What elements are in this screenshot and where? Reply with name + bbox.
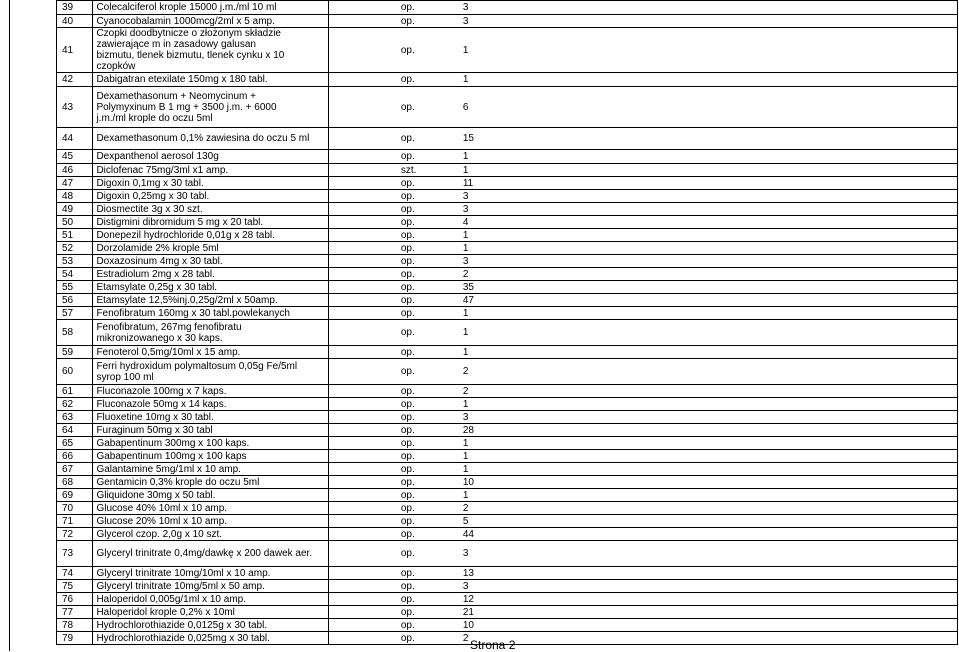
table-row [57,177,958,190]
quantity: 1 [462,229,469,241]
table-row [57,606,958,619]
unit-and-quantity [328,619,957,632]
table-row [57,463,958,476]
drug-name-text: Dabigatran etexilate 150mg x 180 tabl. [96,74,268,85]
unit: op. [400,101,415,113]
drug-name-text: Fenoterol 0,5mg/10ml x 15 amp. [96,346,241,358]
drug-name [93,528,328,541]
row-number: 68 [57,476,93,489]
drug-name-text: Fenofibratum, 267mg fenofibratu mikronizowanego x 30 kaps. [96,321,242,344]
unit: op. [400,580,415,592]
row-number: 72 [57,528,93,541]
drug-list-body [57,1,958,645]
drug-name [93,359,328,385]
unit: op. [400,450,415,462]
quantity: 1 [462,327,469,338]
quantity: 2 [462,632,469,644]
unit-and-quantity [328,150,957,164]
row-number: 64 [57,424,93,437]
unit-and-quantity [328,320,957,346]
table-row [57,164,958,177]
quantity: 3 [462,15,469,27]
table-row [57,450,958,463]
table-row [57,476,958,489]
table-row [57,502,958,515]
quantity: 1 [462,74,469,85]
drug-name [93,398,328,411]
row-number: 53 [57,255,93,268]
unit: op. [400,502,415,514]
drug-name-text: Hydrochlorothiazide 0,025mg x 30 tabl. [96,632,270,644]
unit: op. [400,411,415,423]
quantity: 2 [462,385,469,397]
unit: op. [400,548,415,559]
quantity: 1 [462,44,469,56]
unit-and-quantity [328,294,957,307]
unit: op. [400,619,415,631]
quantity: 6 [462,101,469,113]
drug-name [93,411,328,424]
unit-and-quantity [328,463,957,476]
drug-name-text: Diosmectite 3g x 30 szt. [96,203,203,215]
page-margin-line [9,0,10,651]
row-number: 69 [57,489,93,502]
drug-name [93,177,328,190]
unit-and-quantity [328,346,957,359]
unit: op. [400,327,415,338]
unit-and-quantity [328,437,957,450]
quantity: 15 [462,133,474,144]
unit: op. [400,2,415,13]
drug-name-text: Gabapentinum 100mg x 100 kaps [96,450,247,462]
unit-and-quantity [328,541,957,567]
quantity: 1 [462,307,469,319]
drug-name [93,437,328,450]
table-row [57,359,958,385]
unit: op. [400,424,415,436]
unit-and-quantity [328,87,957,128]
drug-name [93,424,328,437]
drug-name-text: Colecalciferol krople 15000 j.m./ml 10 ml [96,2,277,13]
table-row [57,580,958,593]
table-row [57,619,958,632]
drug-name [93,28,328,73]
row-number: 43 [57,87,93,128]
drug-name-text: Haloperidol krople 0,2% x 10ml [96,606,235,618]
row-number: 50 [57,216,93,229]
table-row [57,541,958,567]
row-number: 49 [57,203,93,216]
drug-name [93,128,328,150]
drug-name-text: Dexpanthenol aerosol 130g [96,151,219,162]
unit: op. [400,632,415,644]
drug-name-text: Gentamicin 0,3% krople do oczu 5ml [96,476,260,488]
unit-and-quantity [328,164,957,177]
drug-name-text: Doxazosinum 4mg x 30 tabl. [96,255,223,267]
unit: op. [400,203,415,215]
quantity: 2 [462,502,469,514]
drug-name-text: Dexamethasonum + Neomycinum + Polymyxinum B 1 mg + 3500 j.m. + 6000 j.m./ml krople do oczu 5ml [96,90,277,124]
drug-name-text: Fenofibratum 160mg x 30 tabl.powlekanych [96,307,290,319]
quantity: 44 [462,528,474,540]
drug-name-text: Dorzolamide 2% krople 5ml [96,242,219,254]
row-number: 73 [57,541,93,567]
row-number: 74 [57,567,93,580]
drug-name [93,294,328,307]
unit-and-quantity [328,398,957,411]
drug-name-text: Cyanocobalamin 1000mcg/2ml x 5 amp. [96,15,275,27]
row-number: 71 [57,515,93,528]
quantity: 1 [462,151,469,162]
unit-and-quantity [328,593,957,606]
row-number: 59 [57,346,93,359]
row-number: 55 [57,281,93,294]
row-number: 42 [57,73,93,87]
table-row [57,73,958,87]
table-row [57,281,958,294]
unit: op. [400,281,415,293]
unit-and-quantity [328,580,957,593]
row-number: 75 [57,580,93,593]
unit-and-quantity [328,528,957,541]
quantity: 47 [462,294,474,306]
row-number: 41 [57,28,93,73]
unit: op. [400,268,415,280]
row-number: 46 [57,164,93,177]
drug-name [93,580,328,593]
table-row [57,489,958,502]
drug-name [93,216,328,229]
unit: op. [400,515,415,527]
drug-name [93,150,328,164]
row-number: 78 [57,619,93,632]
unit: op. [400,307,415,319]
drug-name [93,281,328,294]
drug-name-text: Ferri hydroxidum polymaltosum 0,05g Fe/5ml syrop 100 ml [96,360,298,383]
table-row [57,128,958,150]
table-row [57,242,958,255]
drug-name [93,463,328,476]
table-row [57,346,958,359]
drug-name [93,1,328,15]
quantity: 3 [462,548,469,559]
drug-name [93,476,328,489]
unit-and-quantity [328,229,957,242]
drug-name-text: Fluconazole 50mg x 14 kaps. [96,398,227,410]
unit-and-quantity [328,28,957,73]
unit-and-quantity [328,359,957,385]
unit: op. [400,242,415,254]
unit-and-quantity [328,128,957,150]
drug-name [93,255,328,268]
row-number: 67 [57,463,93,476]
quantity: 5 [462,515,469,527]
unit-and-quantity [328,424,957,437]
table-row [57,216,958,229]
drug-name [93,385,328,398]
table-row [57,385,958,398]
unit: op. [400,398,415,410]
drug-name [93,489,328,502]
unit: op. [400,528,415,540]
drug-name [93,619,328,632]
drug-name [93,87,328,128]
unit-and-quantity [328,489,957,502]
drug-name [93,203,328,216]
row-number: 54 [57,268,93,281]
quantity: 1 [462,437,469,449]
drug-name [93,73,328,87]
row-number: 66 [57,450,93,463]
table-row [57,398,958,411]
table-row [57,190,958,203]
row-number: 79 [57,632,93,645]
drug-name [93,190,328,203]
drug-name-text: Hydrochlorothiazide 0,0125g x 30 tabl. [96,619,268,631]
table-row [57,567,958,580]
quantity: 1 [462,463,469,475]
page-number: Strona 2 [470,638,516,652]
table-row [57,150,958,164]
unit: op. [400,216,415,228]
table-row [57,294,958,307]
unit: op. [400,133,415,144]
drug-name-text: Digoxin 0,1mg x 30 tabl. [96,177,204,189]
quantity: 10 [462,619,474,631]
drug-name-text: Glycerol czop. 2,0g x 10 szt. [96,528,223,540]
unit-and-quantity [328,385,957,398]
row-number: 45 [57,150,93,164]
drug-name [93,593,328,606]
drug-name-text: Glucose 20% 10ml x 10 amp. [96,515,228,527]
row-number: 61 [57,385,93,398]
unit-and-quantity [328,177,957,190]
table-row [57,424,958,437]
drug-name [93,502,328,515]
drug-name-text: Etamsylate 12,5%inj.0,25g/2ml x 50amp. [96,294,278,306]
quantity: 1 [462,164,469,176]
row-number: 57 [57,307,93,320]
drug-name [93,567,328,580]
unit-and-quantity [328,632,957,645]
drug-name [93,268,328,281]
drug-name [93,346,328,359]
drug-name [93,229,328,242]
quantity: 3 [462,580,469,592]
unit: op. [400,489,415,501]
row-number: 63 [57,411,93,424]
drug-name [93,307,328,320]
unit: op. [400,385,415,397]
drug-name-text: Glucose 40% 10ml x 10 amp. [96,502,228,514]
drug-name-text: Glyceryl trinitrate 10mg/10ml x 10 amp. [96,567,271,579]
drug-name-text: Gliquidone 30mg x 50 tabl. [96,489,216,501]
unit-and-quantity [328,216,957,229]
table-row [57,307,958,320]
drug-name-text: Fluconazole 100mg x 7 kaps. [96,385,227,397]
drug-name [93,541,328,567]
row-number: 56 [57,294,93,307]
quantity: 28 [462,424,474,436]
row-number: 60 [57,359,93,385]
quantity: 1 [462,242,469,254]
table-row [57,437,958,450]
table-row [57,28,958,73]
unit: op. [400,437,415,449]
unit-and-quantity [328,450,957,463]
unit: szt. [400,164,417,176]
table-row [57,87,958,128]
unit-and-quantity [328,606,957,619]
table-row [57,15,958,28]
row-number: 77 [57,606,93,619]
quantity: 3 [462,2,469,13]
drug-name-text: Estradiolum 2mg x 28 tabl. [96,268,215,280]
quantity: 3 [462,203,469,215]
unit: op. [400,567,415,579]
quantity: 21 [462,606,474,618]
table-row [57,229,958,242]
row-number: 52 [57,242,93,255]
drug-name-text: Glyceryl trinitrate 10mg/5ml x 50 amp. [96,580,265,592]
row-number: 40 [57,15,93,28]
table-row [57,203,958,216]
drug-name-text: Etamsylate 0,25g x 30 tabl. [96,281,218,293]
unit: op. [400,74,415,85]
unit: op. [400,463,415,475]
unit-and-quantity [328,73,957,87]
unit: op. [400,229,415,241]
unit-and-quantity [328,515,957,528]
unit: op. [400,346,415,358]
drug-list-table [56,0,958,645]
unit: op. [400,255,415,267]
drug-name [93,632,328,645]
unit-and-quantity [328,307,957,320]
table-row [57,268,958,281]
drug-name-text: Digoxin 0,25mg x 30 tabl. [96,190,210,202]
unit-and-quantity [328,268,957,281]
table-row [57,528,958,541]
quantity: 35 [462,281,474,293]
table-row [57,255,958,268]
table-row [57,1,958,15]
unit: op. [400,593,415,605]
drug-name [93,164,328,177]
unit-and-quantity [328,190,957,203]
unit-and-quantity [328,242,957,255]
quantity: 3 [462,255,469,267]
unit: op. [400,151,415,162]
quantity: 13 [462,567,474,579]
unit: op. [400,366,415,377]
row-number: 51 [57,229,93,242]
drug-name-text: Fluoxetine 10mg x 30 tabl. [96,411,214,423]
quantity: 1 [462,398,469,410]
unit-and-quantity [328,15,957,28]
row-number: 48 [57,190,93,203]
drug-name [93,15,328,28]
drug-name [93,242,328,255]
unit-and-quantity [328,476,957,489]
unit: op. [400,15,415,27]
quantity: 3 [462,411,469,423]
drug-name-text: Galantamine 5mg/1ml x 10 amp. [96,463,241,475]
unit-and-quantity [328,255,957,268]
quantity: 12 [462,593,474,605]
quantity: 1 [462,450,469,462]
quantity: 2 [462,366,469,377]
unit: op. [400,190,415,202]
quantity: 10 [462,476,474,488]
unit: op. [400,44,415,56]
quantity: 1 [462,346,469,358]
drug-name-text: Donepezil hydrochloride 0,01g x 28 tabl. [96,229,275,241]
unit: op. [400,476,415,488]
drug-name [93,515,328,528]
drug-name [93,320,328,346]
quantity: 1 [462,489,469,501]
unit-and-quantity [328,502,957,515]
row-number: 62 [57,398,93,411]
drug-name-text: Furaginum 50mg x 30 tabl [96,424,213,436]
row-number: 58 [57,320,93,346]
table-row [57,593,958,606]
unit-and-quantity [328,567,957,580]
quantity: 2 [462,268,469,280]
drug-name-text: Dexamethasonum 0,1% zawiesina do oczu 5 ml [96,133,310,144]
unit: op. [400,177,415,189]
unit: op. [400,606,415,618]
quantity: 11 [462,177,474,189]
drug-name-text: Gabapentinum 300mg x 100 kaps. [96,437,250,449]
drug-name-text: Glyceryl trinitrate 0,4mg/dawkę x 200 dawek aer. [96,548,313,559]
drug-name-text: Haloperidol 0,005g/1ml x 10 amp. [96,593,246,605]
drug-name-text: Diclofenac 75mg/3ml x1 amp. [96,164,229,176]
unit-and-quantity [328,203,957,216]
drug-name [93,606,328,619]
table-row [57,411,958,424]
row-number: 70 [57,502,93,515]
row-number: 65 [57,437,93,450]
table-row [57,515,958,528]
drug-name-text: Czopki doodbytnicze o złożonym składzie zawierające m in zasadowy galusan bizmutu, tlenek bizmutu, tlenek cynku x 10 czopków [96,28,285,72]
unit-and-quantity [328,411,957,424]
row-number: 44 [57,128,93,150]
unit-and-quantity [328,1,957,15]
quantity: 4 [462,216,469,228]
row-number: 76 [57,593,93,606]
unit: op. [400,294,415,306]
drug-name-text: Distigmini dibromidum 5 mg x 20 tabl. [96,216,264,228]
row-number: 39 [57,1,93,15]
row-number: 47 [57,177,93,190]
table-row [57,320,958,346]
unit-and-quantity [328,281,957,294]
quantity: 3 [462,190,469,202]
drug-name [93,450,328,463]
